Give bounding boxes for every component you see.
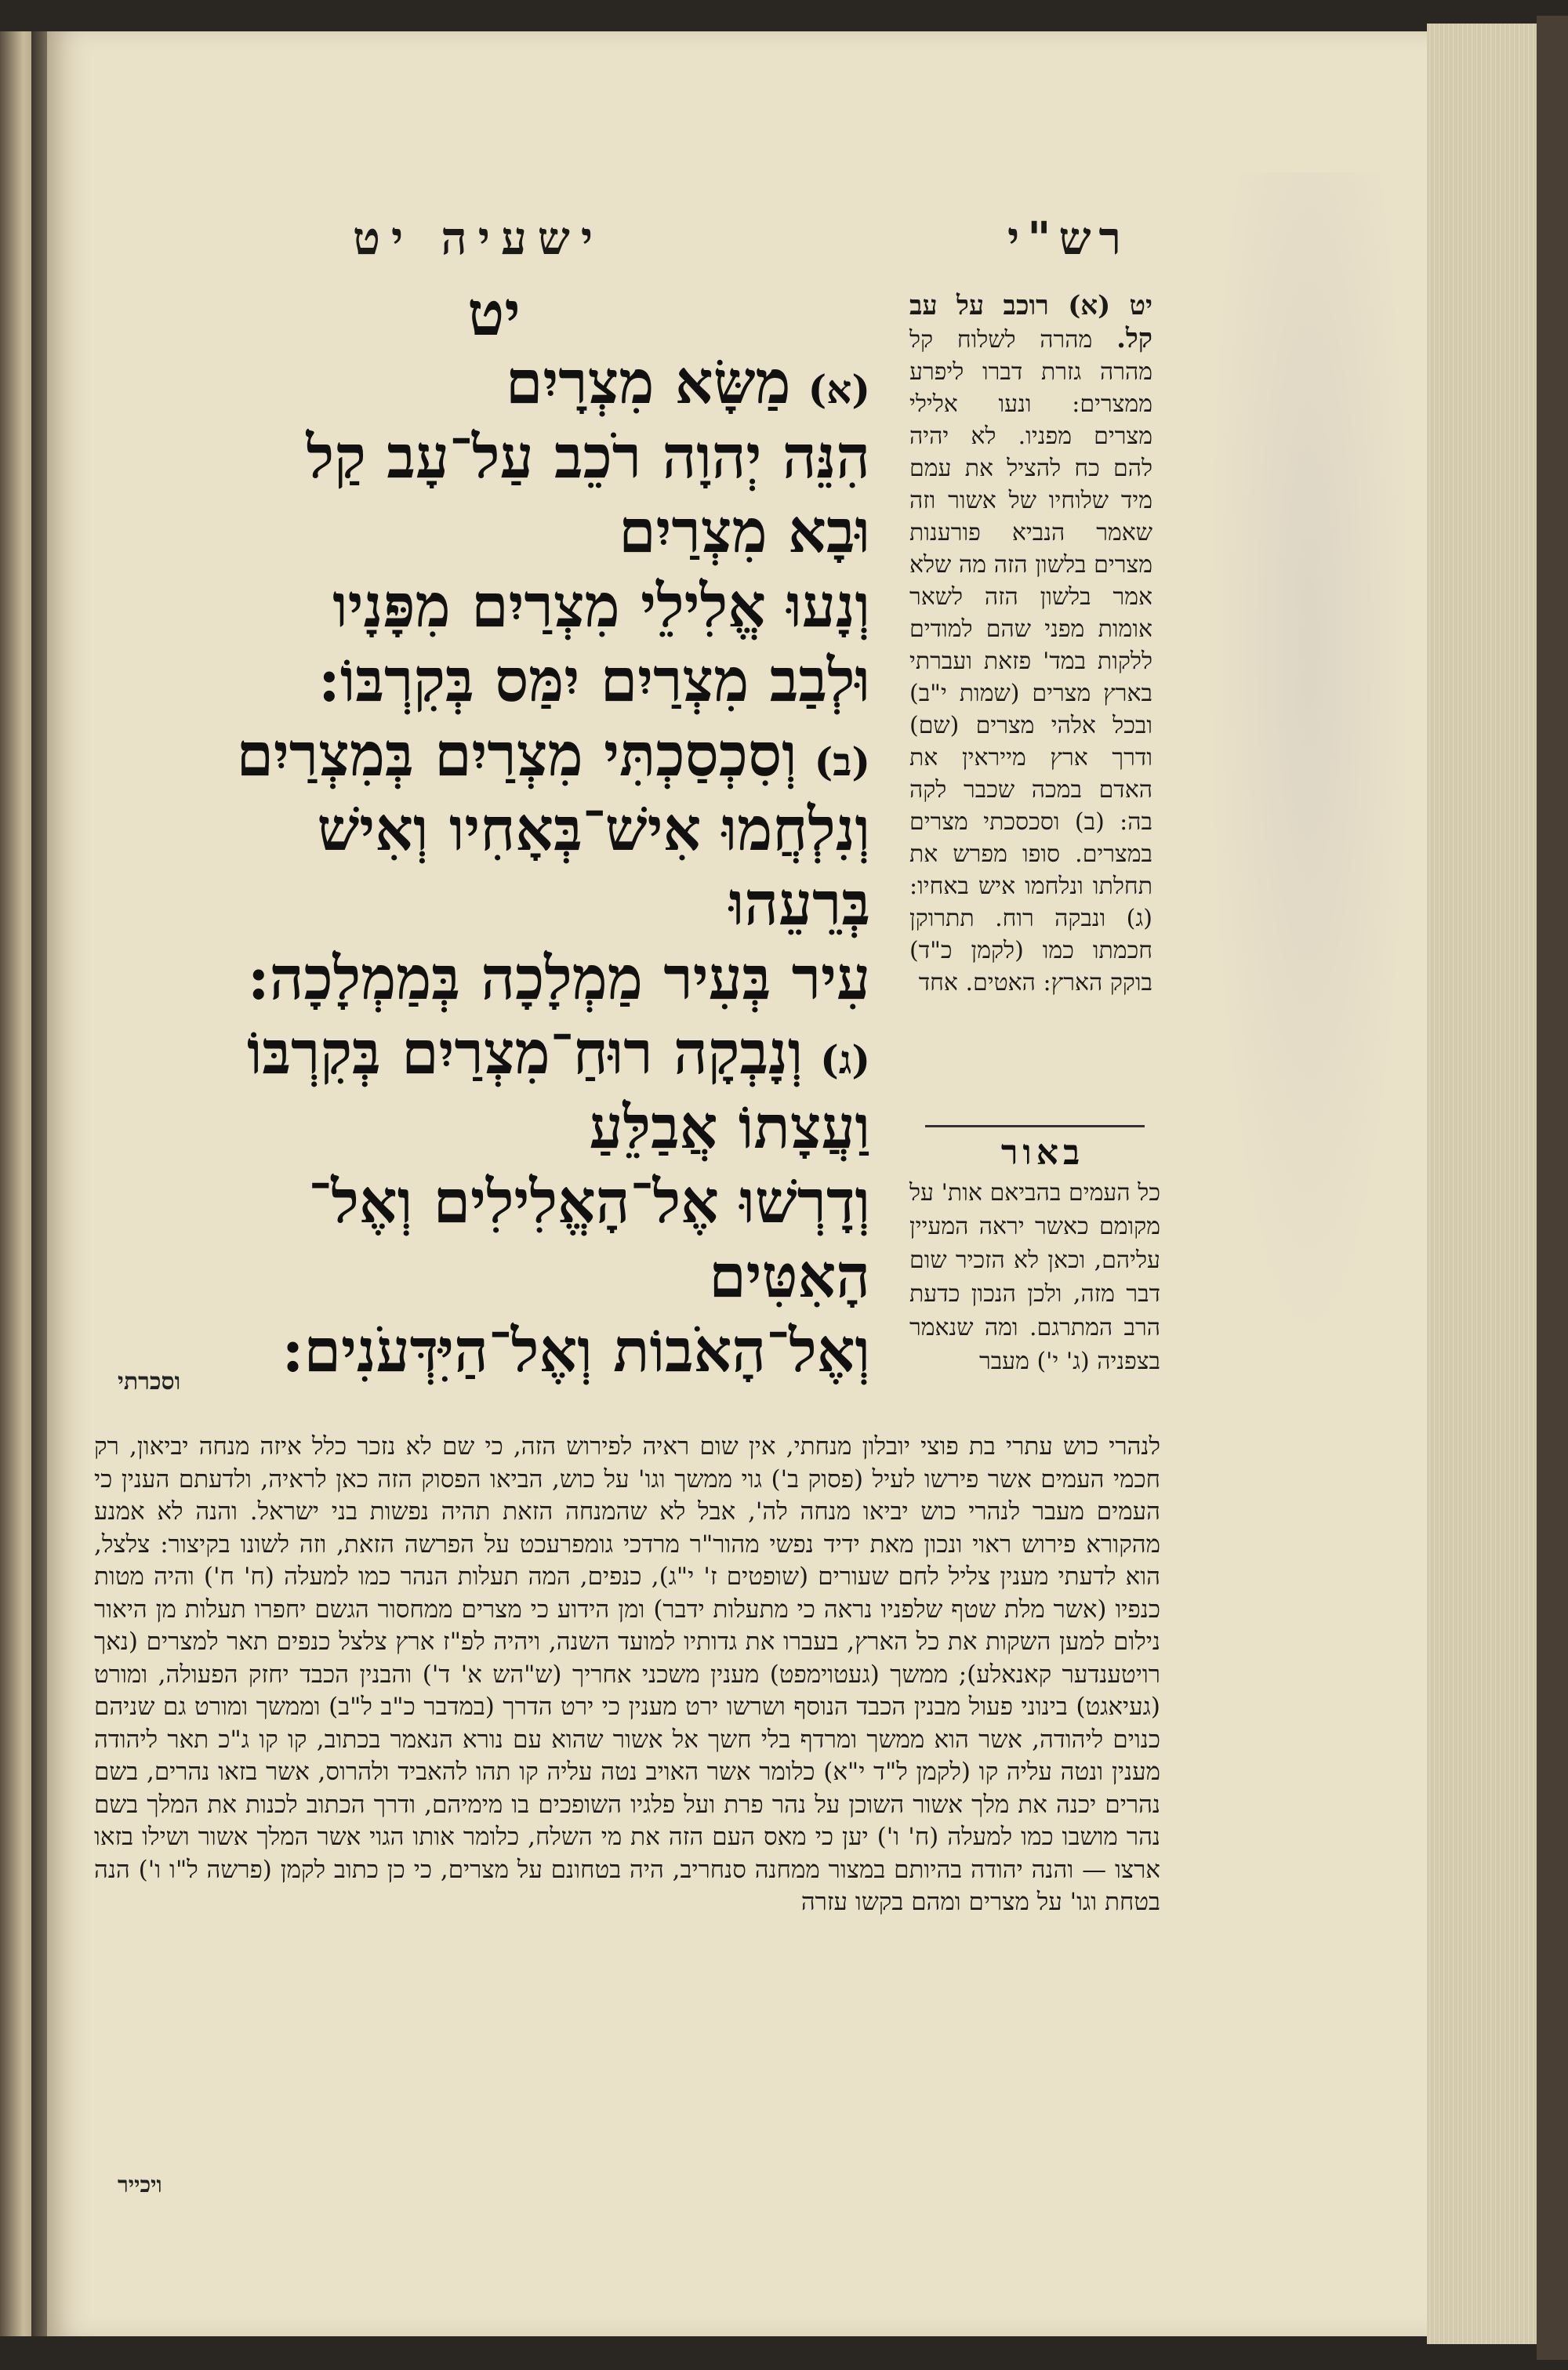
page-stack-edge xyxy=(1427,24,1544,2344)
verse-line xyxy=(94,568,870,643)
verse-line xyxy=(94,643,870,717)
rashi-text: מהרה לשלוח קל מהרה גזרת דברו ליפרע ממצרים: ונעו אלילי מצרים מפניו. לא יהיה להם כח להציל את עמם מיד שלוחיו של אשור וזה שאמר הנביא פורענות מצרים בלשון הזה מה שלא אמר בלשון הזה לשאר אומות מפני שהם למודים ללקות במד' פזאת ועברתי בארץ מצרים (שמות י"ב) ובכל אלהי מצרים (שם) ודרך ארץ מייראין את האדם במכה שכבר לקה בה: (ב) וסכסכתי מצרים במצרים. סופו מפרש את תחלתו ונלחמו איש באחיו: (ג) ונבקה רוח. תתרוקן חכמתו כמו (לקמן כ"ד) בוקק הארץ: האטים. אחד xyxy=(909,326,1152,996)
verse-line xyxy=(94,792,870,866)
catchword: וסכרתי xyxy=(118,1368,181,1396)
biur-side-column: כל העמים בהביאם אות' על מקומם כאשר יראה המעיין עליהם, וכאן לא הזכיר שום דבר מזה, ולכן הנכון כדעת הרב המתרגם. ומה שנאמר בצפניה (ג' י') מעבר xyxy=(909,1179,1160,1375)
verse-text: וְדָרְשׁוּ אֶל־הָאֱלִילִים וְאֶל־ xyxy=(308,1167,870,1236)
verse-text: מַשָּׂא מִצְרָיִם xyxy=(505,347,791,417)
catchword-bottom: ויכייר xyxy=(118,2172,162,2198)
verse-text: הִנֵּה יְהוָה רֹכֵב עַל־עָב קַל xyxy=(306,422,870,492)
verse-text: הָאִטִּים xyxy=(709,1241,870,1311)
book-cover-edge xyxy=(1537,16,1568,2360)
verse-text: וַעֲצָתוֹ אֲבַלֵּעַ xyxy=(589,1092,870,1162)
verse-text: וְנָעוּ אֱלִילֵי מִצְרַיִם מִפָּנָיו xyxy=(332,571,870,641)
verse-line xyxy=(94,717,870,792)
verse-line xyxy=(94,1164,870,1239)
verse-number: (ג) xyxy=(820,1036,870,1083)
verse-number: (א) xyxy=(808,366,870,412)
verse-line xyxy=(94,866,870,941)
verse-text: בְּרֵעֵהוּ xyxy=(728,869,870,938)
verse-text: וּבָא מִצְרַיִם xyxy=(619,496,870,566)
biur-full-width: לנהרי כוש עתרי בת פוצי יובלון מנחתי, אין שום ראיה לפירוש הזה, כי שם לא נזכר כלל איזה מנחה יביאון, רק חכמי העמים אשר פירשו לעיל (פסוק ב') גוי ממשך וגו' על כוש, הביאו הפסוק הזה כאן לראיה, ולדעתם הענין כי העמים מעבר לנהרי כוש יביאו מנחה לה', אבל לא שהמנחה הזאת תהיה נפשות בני ישראל. והנה לא אמנע מהקורא פירוש ראוי ונכון מאת ידיד נפשי מהור"ר מרדכי גומפרעכט על הפרשה הזאת, וזה לשונו בקיצור: צלצל, הוא לדעתי מענין צליל לחם שעורים (שופטים ז' י"ג), כנפים, המה תעלות הנהר כמו למעלה (ח' ח') והיה מטות כנפיו (אשר מלת שטף שלפניו נראה כי מתעלות ידבר) ומן הידוע כי מצרים ממחסור הגשם יחפרו תעלות מן היאור נילום למען השקות את כל הארץ, בעברו את גדותיו למועד השנה, ויהיה לפ"ז ארץ צלצל כנפים תאר למצרים (נאך רויטענדער קאנאלע); ממשך (געטוימפט) מענין משכני אחריך (ש"הש א' ד') והבנין הכבד יחזק הפעולה, ומורט (געיאגט) בינוני פעול מבנין הכבד הנוסף ושרשו ירט מענין כי ירט הדרך (במדבר כ"ב ל"ב) וממשך ומורט גם שניהם כנוים ליהודה, אשר הוא ממשך ומרדף בלי חשך אל אשור שהוא עם נורא הנאמר בכתוב, קו קו ג"כ תאר ליהודה מענין ונטה עליה קו (לקמן ל"ד י"א) כלומר אשר האויב נטה עליה קו תהו להאביד ולהרוס, אשר בזאו נהרים, בשם נהרים יכנה את מלך אשור השוכן על נהר פרת ועל פלגיו השופכים בו מימיהם, ודרך הכתוב לכנות את המלך בשם נהר מושבו כמו למעלה (ח' ו') יען כי מאס העם הזה את מי השלח, כלומר אותו הגוי אשר המלך אשור ושילו בזאו ארצו — והנה יהודה בהיותם במצור ממחנה סנחריב, היה בטחונם על מצרים, כי כן כתוב לקמן (פרשה ל"ו ו') הנה בטחת וגו' על מצרים ומהם בקשו עזרה xyxy=(94,1432,1160,1916)
verse-line xyxy=(94,941,870,1015)
verse-text: וְנִלְחֲמוּ אִישׁ־בְּאָחִיו וְאִישׁ xyxy=(317,794,870,864)
verse-text: וְסִכְסַכְתִּי מִצְרַיִם בְּמִצְרַיִם xyxy=(236,720,797,789)
rashi-commentary xyxy=(909,290,1152,1113)
verse-line xyxy=(94,1090,870,1164)
chapter-number: יט xyxy=(467,278,521,350)
section-divider xyxy=(925,1125,1145,1127)
biur-heading: באור xyxy=(1000,1133,1085,1173)
verse-text-block xyxy=(94,345,870,1388)
verse-text: וּלְבַב מִצְרַיִם יִמַּס בְּקִרְבּוֹ: xyxy=(318,645,870,715)
running-head-book: ישעיה יט xyxy=(352,212,604,265)
verse-text: וְאֶל־הָאֹבוֹת וְאֶל־הַיִּדְּעֹנִים: xyxy=(281,1316,870,1385)
verse-line xyxy=(94,494,870,568)
verse-line xyxy=(94,1015,870,1090)
rashi-lead: יט (א) רוכב על עב קל. xyxy=(909,290,1152,354)
verse-line xyxy=(94,419,870,494)
paper-stain xyxy=(1207,172,1411,1348)
verse-text: וְנָבְקָה רוּחַ־מִצְרַיִם בְּקִרְבּוֹ xyxy=(246,1018,804,1087)
verse-line xyxy=(94,1239,870,1313)
verse-number: (ב) xyxy=(814,739,870,785)
verse-line xyxy=(94,345,870,419)
verse-text: עִיר בְּעִיר מַמְלָכָה בְּמַמְלָכָה: xyxy=(247,943,870,1013)
running-head-rashi: רש"י xyxy=(1007,212,1129,265)
